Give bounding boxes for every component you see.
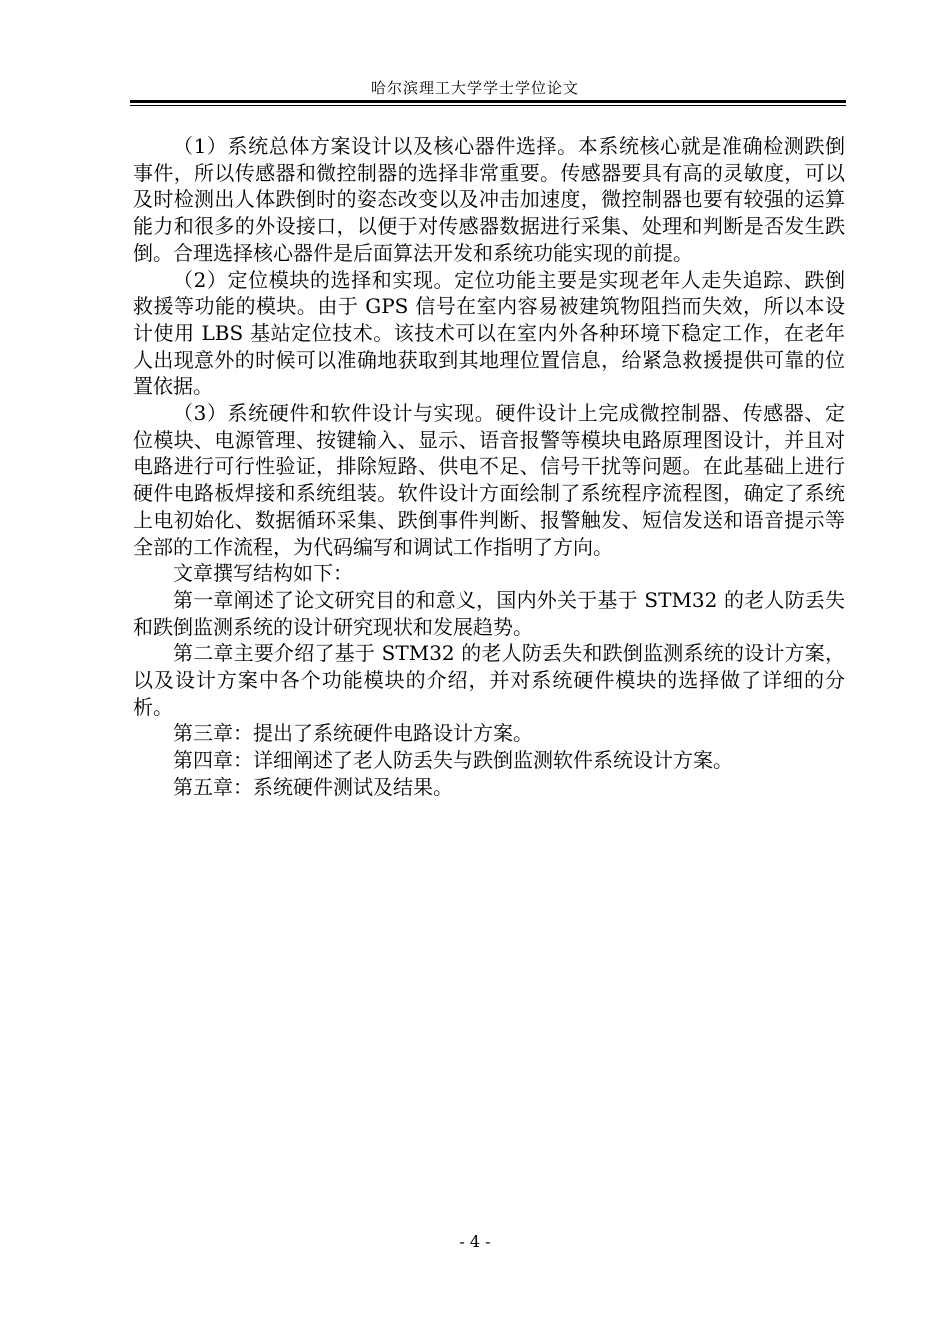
running-header-title: 哈尔滨理工大学学士学位论文 (370, 79, 579, 97)
paragraph-system-design: （1）系统总体方案设计以及核心器件选择。本系统核心就是准确检测跌倒事件，所以传感器和微控制器的选择非常重要。传感器要具有高的灵敏度，可以及时检测出人体跌倒时的姿态改变以及冲击加速度，微控制器也要有较强的运算能力和很多的外设接口，以便于对传感器数据进行采集、处理和判断是否发生跌倒。合理选择核心器件是后面算法开发和系统功能实现的前提。 (133, 134, 845, 265)
paragraph-chapter-5: 第五章：系统硬件测试及结果。 (173, 774, 453, 799)
page-number: - 4 - (459, 1232, 491, 1251)
paragraph-structure-intro: 文章撰写结构如下： (173, 561, 353, 586)
paragraph-chapter-3: 第三章：提出了系统硬件电路设计方案。 (173, 721, 533, 746)
paragraph-chapter-4: 第四章：详细阐述了老人防丢失与跌倒监测软件系统设计方案。 (173, 748, 733, 773)
paragraph-hardware-software: （3）系统硬件和软件设计与实现。硬件设计上完成微控制器、传感器、定位模块、电源管理、按键输入、显示、语音报警等模块电路原理图设计，并且对电路进行可行性验证，排除短路、供电不足、信号干扰等问题。在此基础上进行硬件电路板焊接和系统组装。软件设计方面绘制了系统程序流程图，确定了系统上电初始化、数据循环采集、跌倒事件判断、报警触发、短信发送和语音提示等全部的工作流程，为代码编写和调试工作指明了方向。 (133, 401, 845, 559)
header-rule-thick (130, 100, 846, 103)
paragraph-positioning-module: （2）定位模块的选择和实现。定位功能主要是实现老年人走失追踪、跌倒救援等功能的模块。由于 GPS 信号在室内容易被建筑物阻挡而失效，所以本设计使用 LBS 基站定位技术。该技术可以在室内外各种环境下稳定工作，在老年人出现意外的时候可以准确地获取到其地理位置信息，给紧急救援提供可靠的位置依据。 (133, 267, 845, 399)
paragraph-chapter-1: 第一章阐述了论文研究目的和意义，国内外关于基于 STM32 的老人防丢失和跌倒监测系统的设计研究现状和发展趋势。 (133, 587, 845, 639)
paragraph-chapter-2: 第二章主要介绍了基于 STM32 的老人防丢失和跌倒监测系统的设计方案，以及设计方案中各个功能模块的介绍，并对系统硬件模块的选择做了详细的分析。 (133, 641, 845, 719)
body-text (133, 133, 845, 801)
header-rule-thin (130, 105, 846, 106)
